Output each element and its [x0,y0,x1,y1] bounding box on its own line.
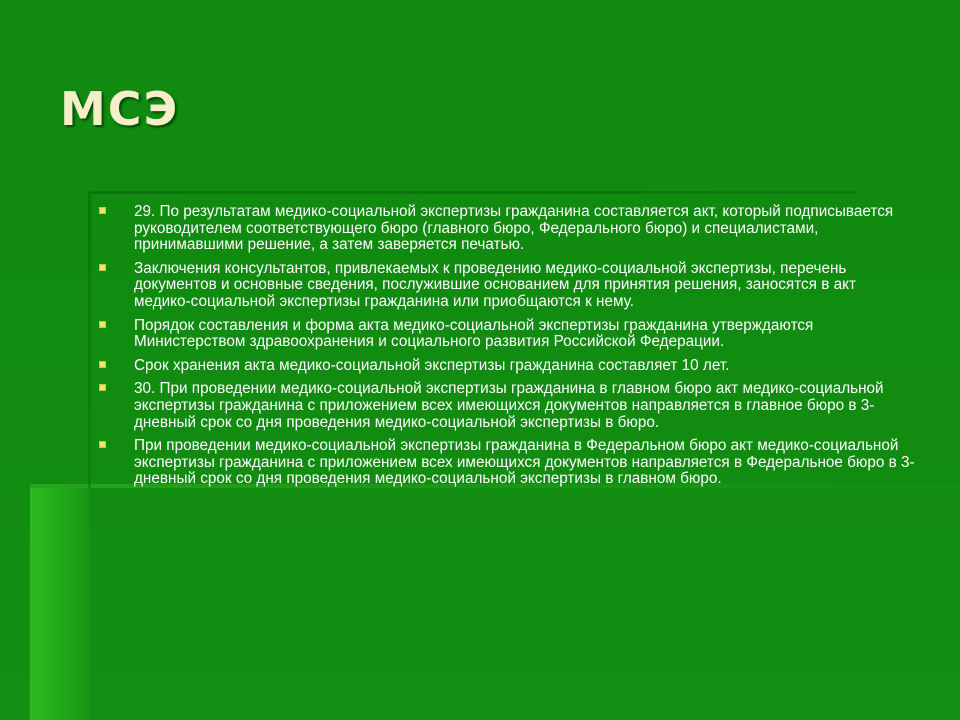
decorative-vertical-line [88,192,91,488]
decorative-corner-block [30,488,90,720]
bullet-text: При проведении медико-социальной экспертизы гражданина в Федеральном бюро акт медико-социальной экспертизы гражданина с приложением всех имеющихся документов направляется в Федеральное бюро в 3-дневный срок со дня проведения медико-социальной экспертизы в главном бюро. [134,437,915,488]
list-item [100,438,915,488]
square-bullet-icon [100,322,105,327]
bullet-text: Заключения консультантов, привлекаемых к проведению медико-социальной экспертизы, перечень документов и основные сведения, послужившие основанием для принятия решения, заносятся в акт медико-социальной экспертизы гражданина или приобщаются к нему. [134,259,856,310]
slide-title: МСЭ [60,82,180,136]
square-bullet-icon [100,208,105,213]
square-bullet-icon [100,362,105,367]
list-item [100,358,915,375]
bullet-text: Порядок составления и форма акта медико-социальной экспертизы гражданина утверждаются Министерством здравоохранения и социального развития Российской Федерации. [134,316,814,351]
bullet-text: 30. При проведении медико-социальной экспертизы гражданина в главном бюро акт медико-социальной экспертизы гражданина с приложением всех имеющихся документов направляется в главное бюро в 3-дневный срок со дня проведения медико-социальной экспертизы в бюро. [134,380,884,431]
bullet-list [100,204,915,495]
list-item [100,381,915,431]
list-item [100,204,915,254]
square-bullet-icon [100,385,105,390]
decorative-horizontal-line [90,191,856,194]
bullet-text: Срок хранения акта медико-социальной экспертизы гражданина составляет 10 лет. [134,356,730,374]
square-bullet-icon [100,265,105,270]
bullet-text: 29. По результатам медико-социальной экспертизы гражданина составляется акт, который подписывается руководителем соответствующего бюро (главного бюро, Федерального бюро) и специалистами, принимавшими решение, а затем заверяется печатью. [134,203,894,254]
list-item [100,318,915,351]
square-bullet-icon [100,442,105,447]
list-item [100,261,915,311]
